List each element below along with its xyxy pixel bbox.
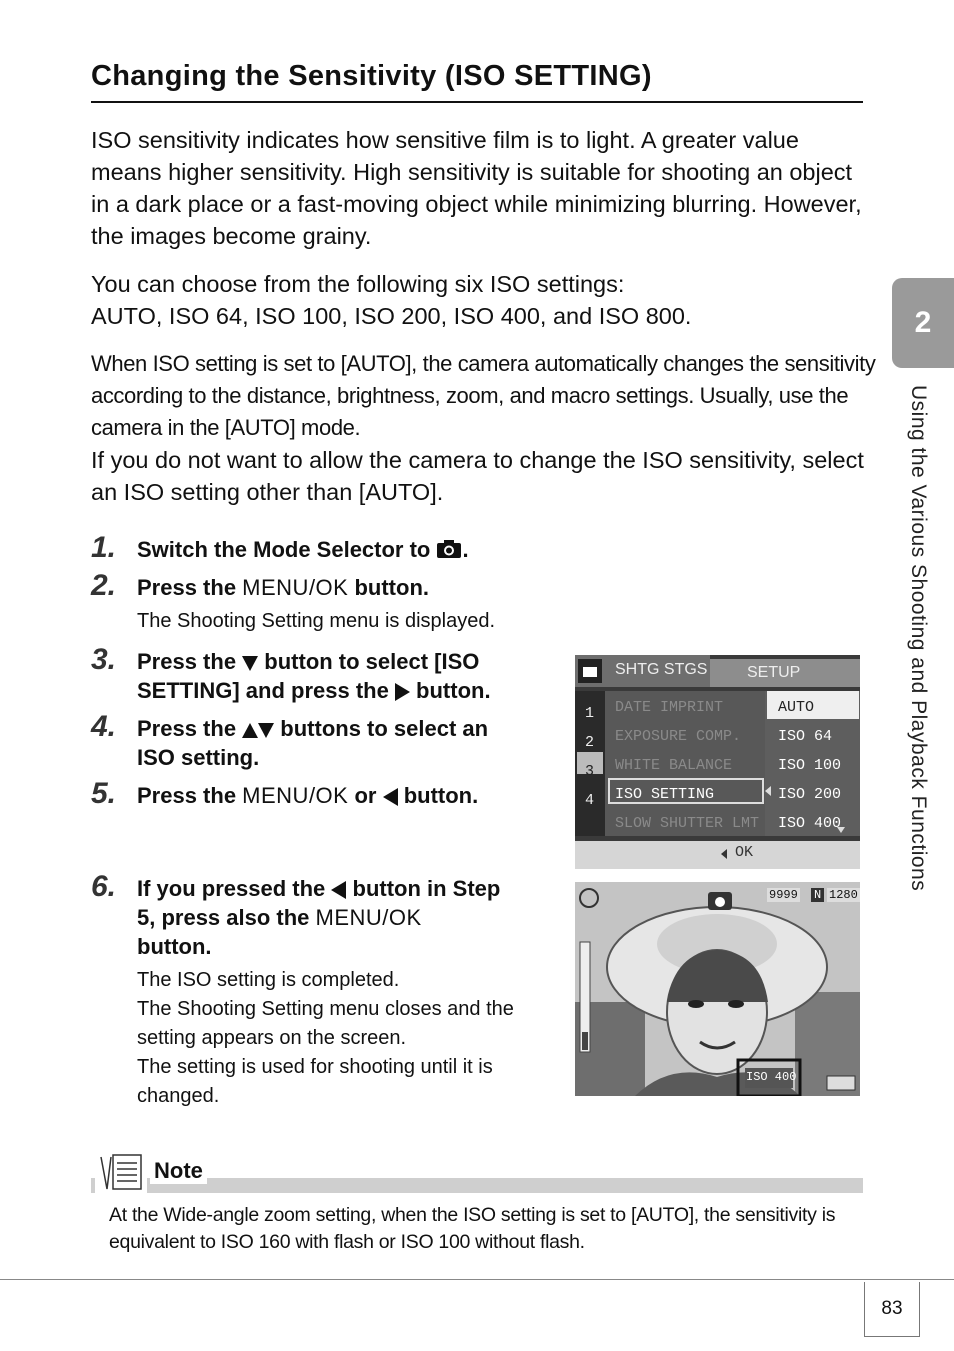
iso-options-line-2: AUTO, ISO 64, ISO 100, ISO 200, ISO 400, and ISO 800. bbox=[91, 303, 692, 329]
iso-option-400: ISO 400 bbox=[778, 815, 842, 832]
iso-options-paragraph bbox=[91, 268, 866, 332]
chapter-tab: 2 bbox=[892, 278, 954, 368]
step-3-number: 3. bbox=[91, 643, 117, 676]
step-3-text bbox=[137, 647, 567, 705]
step-3-text-a: Press the bbox=[137, 649, 243, 674]
step-2-text bbox=[137, 573, 429, 602]
step-1-text bbox=[137, 535, 469, 566]
step-5-number: 5. bbox=[91, 777, 117, 810]
menu-tab-setup: SETUP bbox=[747, 664, 801, 681]
camera-preview-screenshot bbox=[575, 882, 860, 1096]
step-5-text-a: Press the bbox=[137, 783, 243, 808]
step-3-text-c: SETTING] and press the bbox=[137, 678, 395, 703]
iso-options-list bbox=[778, 693, 841, 838]
step-6-text bbox=[137, 874, 567, 961]
menu-item-white-balance: WHITE BALANCE bbox=[615, 757, 733, 774]
step-2-text-a: Press the bbox=[137, 575, 243, 600]
menu-page-numbers bbox=[585, 699, 594, 815]
step-4-number: 4. bbox=[91, 710, 117, 743]
menu-page-1: 1 bbox=[585, 705, 595, 722]
step-5-text bbox=[137, 781, 478, 810]
step-1-text-a: Switch the Mode Selector to bbox=[137, 537, 437, 562]
iso-option-64: ISO 64 bbox=[778, 728, 833, 745]
triangle-down-icon bbox=[242, 656, 258, 671]
menu-items bbox=[615, 693, 759, 838]
remaining-shots: 9999 bbox=[769, 888, 798, 902]
image-size: 1280 bbox=[829, 888, 858, 902]
quality-indicator: N bbox=[811, 888, 824, 902]
menu-tab-shooting: SHTG STGS bbox=[615, 661, 708, 678]
step-1-number: 1. bbox=[91, 531, 117, 564]
step-6-detail-3: The setting is used for shooting until it is changed. bbox=[137, 1056, 493, 1107]
iso-option-200: ISO 200 bbox=[778, 786, 842, 803]
step-3-text-d: button. bbox=[409, 678, 491, 703]
menu-item-iso-setting: ISO SETTING bbox=[615, 786, 715, 803]
step-4-text bbox=[137, 714, 567, 772]
step-2-text-b: button. bbox=[348, 575, 429, 600]
intro-paragraph: ISO sensitivity indicates how sensitive film is to light. A greater value means higher sensitivity. High sensitivity is suitable for shooting an object in a dark place or a fast-moving object while minimizing blurring. However, the images become grainy. bbox=[91, 127, 862, 249]
iso-options-line-1: You can choose from the following six ISO settings: bbox=[91, 271, 625, 297]
step-2-detail: The Shooting Setting menu is displayed. bbox=[137, 610, 495, 632]
step-2-number: 2. bbox=[91, 569, 117, 602]
menu-ok-label: MENU/OK bbox=[315, 905, 422, 930]
auto-mode-paragraph: When ISO setting is set to [AUTO], the camera automatically changes the sensitivity according to the distance, brightness, zoom, and macro settings. Usually, use the camera in the [AUTO] mode. bbox=[91, 351, 876, 440]
note-label: Note bbox=[150, 1158, 207, 1184]
page-number: 83 bbox=[864, 1282, 920, 1337]
iso-option-100: ISO 100 bbox=[778, 757, 842, 774]
iso-option-auto: AUTO bbox=[778, 699, 815, 716]
camera-icon bbox=[436, 537, 462, 566]
step-6-detail-2: The Shooting Setting menu closes and the setting appears on the screen. bbox=[137, 998, 514, 1049]
menu-ok-label: MENU/OK bbox=[242, 575, 349, 600]
footer-divider bbox=[0, 1279, 954, 1280]
triangle-right-icon bbox=[395, 683, 410, 701]
triangle-up-down-icon bbox=[242, 716, 274, 741]
note-text: At the Wide-angle zoom setting, when the ISO setting is set to [AUTO], the sensitivity is equivalent to ISO 160 with flash or ISO 100 without flash. bbox=[109, 1204, 836, 1253]
menu-item-exposure-comp: EXPOSURE COMP. bbox=[615, 728, 742, 745]
menu-ok-label: MENU/OK bbox=[242, 783, 349, 808]
menu-page-2: 2 bbox=[585, 734, 595, 751]
camera-menu-screenshot bbox=[575, 655, 860, 869]
step-4-text-c: ISO setting. bbox=[137, 745, 260, 770]
iso-indicator: ISO 400 bbox=[746, 1070, 797, 1084]
step-6-detail-1: The ISO setting is completed. bbox=[137, 969, 400, 991]
step-6-text-a: If you pressed the bbox=[137, 876, 332, 901]
page-title: Changing the Sensitivity (ISO SETTING) bbox=[91, 60, 652, 92]
step-6-text-c: 5, press also the bbox=[137, 905, 316, 930]
menu-item-slow-shutter: SLOW SHUTTER LMT bbox=[615, 815, 760, 832]
step-3-text-b: button to select [ISO bbox=[258, 649, 480, 674]
step-6-details bbox=[137, 966, 562, 1111]
chapter-title: Using the Various Shooting and Playback Functions bbox=[907, 385, 930, 892]
menu-ok-hint: OK bbox=[735, 844, 754, 861]
title-divider bbox=[91, 101, 863, 103]
step-1-text-b: . bbox=[462, 537, 469, 562]
manual-iso-paragraph: If you do not want to allow the camera to change the ISO sensitivity, select an ISO setting other than [AUTO]. bbox=[91, 447, 864, 505]
triangle-left-icon bbox=[383, 788, 398, 806]
step-6-text-d: button. bbox=[137, 934, 212, 959]
note-icon bbox=[95, 1153, 147, 1198]
step-4-text-a: Press the bbox=[137, 716, 243, 741]
step-5-text-c: button. bbox=[397, 783, 479, 808]
step-5-text-b: or bbox=[348, 783, 383, 808]
menu-page-4: 4 bbox=[585, 792, 595, 809]
step-6-text-b: button in Step bbox=[346, 876, 501, 901]
menu-item-date-imprint: DATE IMPRINT bbox=[615, 699, 724, 716]
menu-page-3: 3 bbox=[585, 763, 595, 780]
triangle-left-icon bbox=[331, 881, 346, 899]
step-4-text-b: buttons to select an bbox=[274, 716, 489, 741]
step-6-number: 6. bbox=[91, 870, 117, 903]
